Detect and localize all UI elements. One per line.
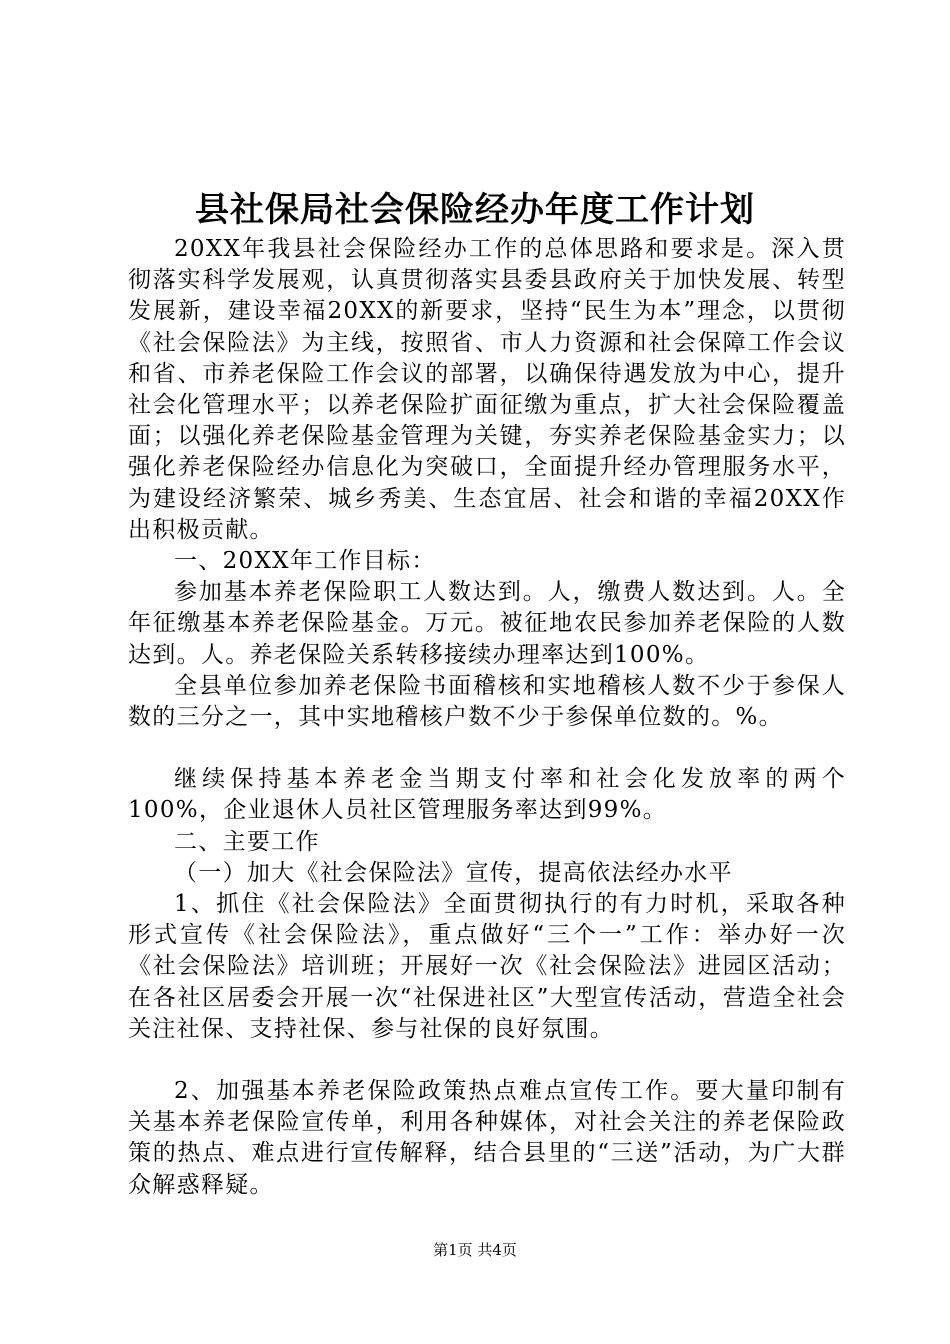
- document-title: 县社保局社会保险经办年度工作计划: [195, 190, 755, 230]
- paragraph-goals-audit: 全县单位参加养老保险书面稽核和实地稽核人数不少于参保人数的三分之一，其中实地稽核户数不少于参保单位数的。%。: [128, 672, 846, 731]
- subsection-heading-law-publicity: （一）加大《社会保险法》宣传，提高依法经办水平: [174, 859, 733, 886]
- section-heading-goals: 一、20XX年工作目标：: [174, 548, 436, 575]
- document-body: [128, 234, 846, 1201]
- paragraph-goals-payment: 继续保持基本养老金当期支付率和社会化发放率的两个100%，企业退休人员社区管理服务率达到99%。: [128, 766, 846, 824]
- paragraph-goals-insurance: 参加基本养老保险职工人数达到。人，缴费人数达到。人。全年征缴基本养老保险基金。万元。被征地农民参加养老保险的人数达到。人。养老保险关系转移接续办理率达到100%。: [128, 579, 846, 668]
- paragraph-item-1: 1、抓住《社会保险法》全面贯彻执行的有力时机，采取各种形式宣传《社会保险法》，重点做好“三个一”工作：举办好一次《社会保险法》培训班；开展好一次《社会保险法》进园区活动；在各社区居委会开展一次“社保进社区”大型宣传活动，营造全社会关注社保、支持社保、参与社保的良好氛围。: [128, 891, 846, 1042]
- paragraph-item-2: 2、加强基本养老保险政策热点难点宣传工作。要大量印制有关基本养老保险宣传单，利用各种媒体，对社会关注的养老保险政策的热点、难点进行宣传解释，结合县里的“三送”活动，为广大群众解惑释疑。: [128, 1078, 846, 1198]
- section-heading-main-work: 二、主要工作: [174, 828, 320, 855]
- paragraph-overview: 20XX年我县社会保险经办工作的总体思路和要求是。深入贯彻落实科学发展观，认真贯彻落实县委县政府关于加快发展、转型发展新，建设幸福20XX的新要求，坚持“民生为本”理念，以贯彻《社会保险法》为主线，按照省、市人力资源和社会保障工作会议和省、市养老保险工作会议的部署，以确保待遇发放为中心，提升社会化管理水平；以养老保险扩面征缴为重点，扩大社会保险覆盖面；以强化养老保险基金管理为关键，夯实养老保险基金实力；以强化养老保险经办信息化为突破口，全面提升经办管理服务水平，为建设经济繁荣、城乡秀美、生态宜居、社会和谐的幸福20XX作出积极贡献。: [128, 236, 846, 543]
- page-footer: 第1页 共4页: [433, 1241, 517, 1259]
